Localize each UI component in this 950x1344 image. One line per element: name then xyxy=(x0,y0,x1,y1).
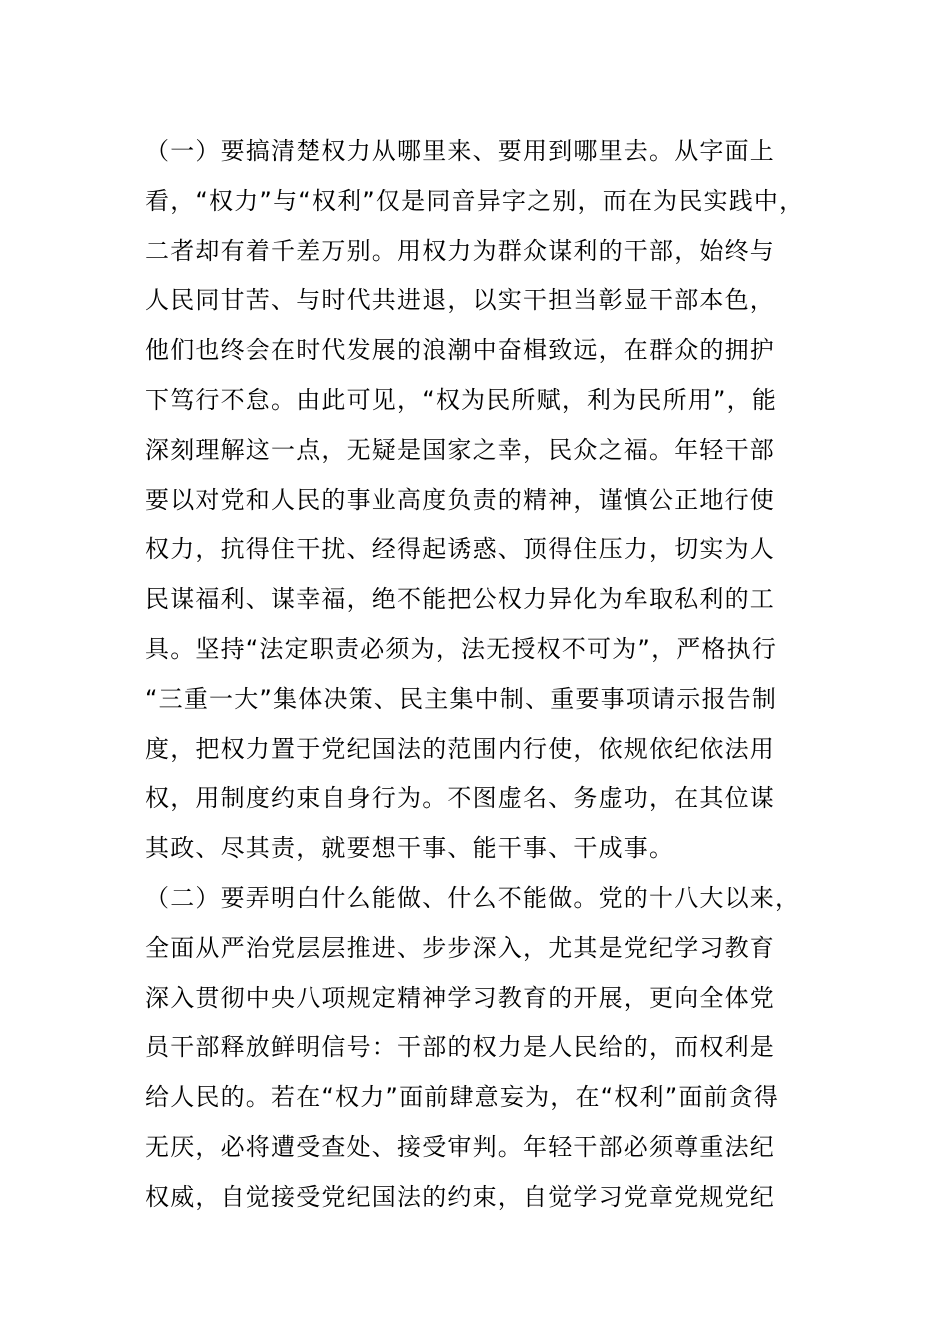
text-line: 人民同甘苦、与时代共进退，以实干担当彰显干部本色， xyxy=(145,286,775,315)
text-line: （一）要搞清楚权力从哪里来、要用到哪里去。从字面上 xyxy=(145,137,775,165)
text-line: 看，“权力”与“权利”仅是同音异字之别，而在为民实践中， xyxy=(145,186,805,215)
text-line: 权威，自觉接受党纪国法的约束，自觉学习党章党规党纪 xyxy=(145,1182,775,1211)
text-line: “三重一大”集体决策、民主集中制、重要事项请示报告制 xyxy=(145,684,778,713)
text-line: 给人民的。若在“权力”面前肆意妄为，在“权利”面前贪得 xyxy=(145,1083,780,1112)
text-line: 具。坚持“法定职责必须为，法无授权不可为”，严格执行 xyxy=(145,634,778,663)
text-line: 下笃行不怠。由此可见，“权为民所赋，利为民所用”，能 xyxy=(145,385,778,414)
text-line: 全面从严治党层层推进、步步深入，尤其是党纪学习教育 xyxy=(145,933,775,962)
text-line: （二）要弄明白什么能做、什么不能做。党的十八大以来， xyxy=(145,883,801,912)
text-line: 员干部释放鲜明信号：干部的权力是人民给的，而权利是 xyxy=(145,1033,775,1062)
text-line: 深刻理解这一点，无疑是国家之幸，民众之福。年轻干部 xyxy=(145,435,775,464)
text-line: 二者却有着千差万别。用权力为群众谋利的干部，始终与 xyxy=(145,236,775,265)
text-line: 深入贯彻中央八项规定精神学习教育的开展，更向全体党 xyxy=(145,983,775,1012)
text-line: 权力，抗得住干扰、经得起诱惑、顶得住压力，切实为人 xyxy=(145,535,775,564)
text-line: 无厌，必将遭受查处、接受审判。年轻干部必须尊重法纪 xyxy=(145,1132,775,1161)
text-line: 权，用制度约束自身行为。不图虚名、务虚功，在其位谋 xyxy=(145,784,775,813)
text-line: 他们也终会在时代发展的浪潮中奋楫致远，在群众的拥护 xyxy=(145,336,775,365)
text-line: 民谋福利、谋幸福，绝不能把公权力异化为牟取私利的工 xyxy=(145,585,775,614)
text-line: 要以对党和人民的事业高度负责的精神，谨慎公正地行使 xyxy=(145,485,775,514)
text-line: 度，把权力置于党纪国法的范围内行使，依规依纪依法用 xyxy=(145,734,775,763)
body-text xyxy=(145,127,825,1223)
text-line: 其政、尽其责，就要想干事、能干事、干成事。 xyxy=(145,834,675,863)
